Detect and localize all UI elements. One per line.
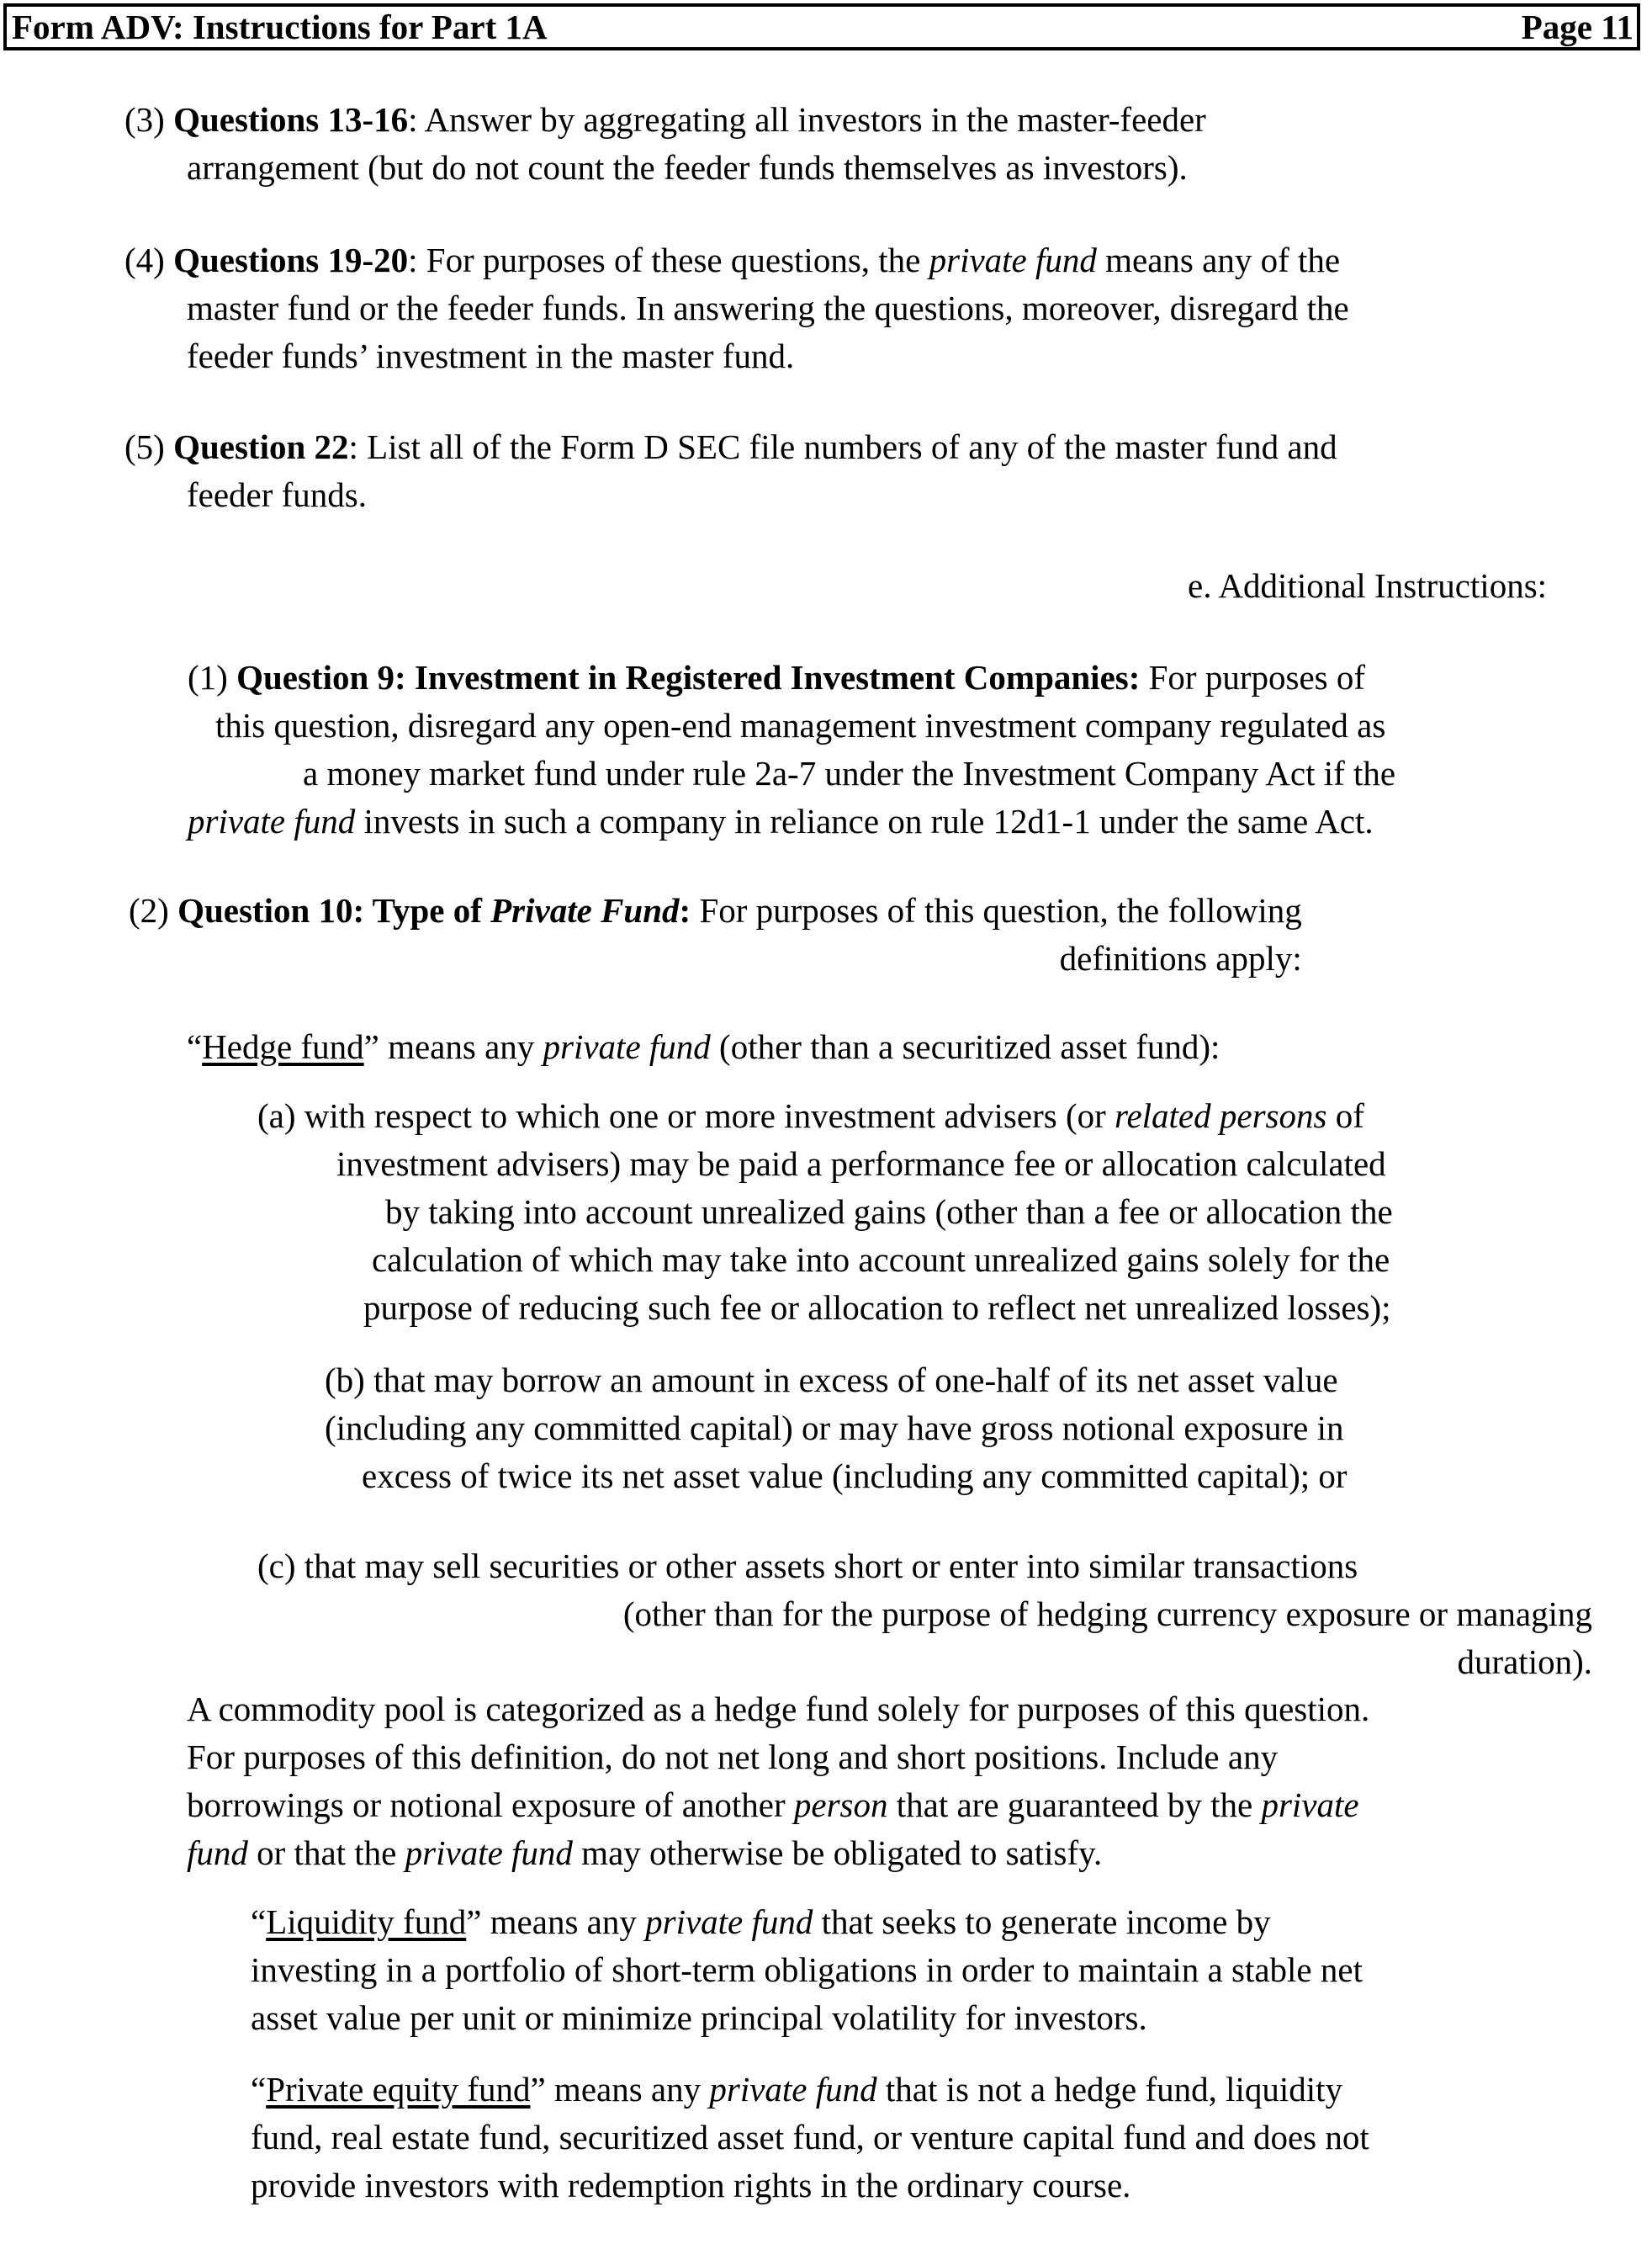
item-text: : Answer by aggregating all investors in the master-feeder [408,100,1206,139]
item-heading: Questions 13-16 [173,100,409,139]
item-question-22 [124,423,1337,519]
defined-term-hedge-fund: Hedge fund [202,1027,364,1066]
item-number: (b) [325,1361,365,1399]
item-text: definitions apply: [1059,939,1302,978]
item-number: (1) [188,658,228,697]
item-text: : List all of the Form D SEC file numbers of any of the master fund and [348,427,1337,466]
defined-term: private fund [543,1027,711,1066]
item-number: (a) [257,1096,296,1135]
additional-instructions-heading: e. Additional Instructions: [1188,566,1548,605]
item-text: feeder funds’ investment in the master fund. [187,337,795,375]
question-10-block [129,887,1302,983]
defined-term-liquidity-fund: Liquidity fund [266,1902,467,1941]
question-9-block [188,654,1395,846]
page-number: Page 11 [1521,8,1633,46]
defined-term: private fund [188,802,356,841]
item-heading: Questions 19-20 [173,241,409,279]
item-text: this question, disregard any open-end management investment company regulated as [215,706,1386,745]
defined-term: private [1261,1785,1359,1824]
item-number: (5) [124,427,165,466]
defined-term: private fund [405,1833,573,1872]
item-heading: Question 10: Type of Private Fund: [177,891,691,930]
hedge-clause-c: (c) that may sell securities or other assets short or enter into similar transactions (other than for the purpose of hedging currency exposure or managing duration). [257,1546,1592,1681]
hedge-fund-definition: “Hedge fund” means any private fund (other than a securitized asset fund): [187,1027,1220,1066]
defined-term-private-equity-fund: Private equity fund [266,2070,531,2109]
header-title: Form ADV: Instructions for Part 1A [12,8,548,46]
item-text: feeder funds. [187,475,368,514]
hedge-clause-b: (b) that may borrow an amount in excess of one-half of its net asset value (including any committed capital) or may have gross notional exposure in excess of twice its net asset value (including any committed capital); or [325,1361,1348,1495]
defined-term: person [793,1785,888,1824]
item-questions-19-20 [124,236,1349,380]
item-heading: Question 22 [173,427,349,466]
commodity-pool-paragraph: A commodity pool is categorized as a hedge fund solely for purposes of this question. For purposes of this definition, do not net long and short positions. Include any borrowings or notional exposure of another person that are guaranteed by the private fund or that the private fund may otherwise be obligated to satisfy. [187,1690,1370,1872]
item-number: (c) [257,1546,296,1585]
defined-term: related persons [1115,1096,1327,1135]
item-text: invests in such a company in reliance on rule 12d1-1 under the same Act. [355,802,1374,841]
item-text: means any of the [1096,241,1341,279]
item-text: For purposes of this question, the following [691,891,1302,930]
item-text: : For purposes of these questions, the [408,241,929,279]
item-text: arrangement (but do not count the feeder funds themselves as investors). [187,148,1188,187]
item-text: a money market fund under rule 2a-7 under the Investment Company Act if the [303,754,1396,793]
item-questions-13-16 [124,96,1206,192]
page-header [3,3,1640,50]
item-number: (4) [124,241,165,279]
defined-term: private fund [645,1902,813,1941]
liquidity-fund-definition: “Liquidity fund” means any private fund that seeks to generate income by investing in a portfolio of short-term obligations in order to maintain a stable net asset value per unit or minimize principal volatility for investors. [251,1902,1363,2037]
defined-term: private fund [929,241,1097,279]
defined-term: fund [187,1833,248,1872]
item-number: (3) [124,100,165,139]
defined-term: private fund [709,2070,877,2109]
item-heading: Question 9: Investment in Registered Investment Companies: [236,658,1141,697]
item-number: (2) [129,891,169,930]
item-text: For purposes of [1140,658,1365,697]
item-text: master fund or the feeder funds. In answering the questions, moreover, disregard the [187,289,1349,327]
hedge-clause-a: (a) with respect to which one or more investment advisers (or related persons of investment advisers) may be paid a performance fee or allocation calculated by taking into account unrealized gains (other than a fee or allocation the calculation of which may take into account unrealized gains solely for the purpose of reducing such fee or allocation to reflect net unrealized losses); [257,1096,1393,1327]
private-equity-fund-definition: “Private equity fund” means any private fund that is not a hedge fund, liquidity fund, real estate fund, securitized asset fund, or venture capital fund and does not provide investors with redemption rights in the ordinary course. [251,2070,1369,2204]
